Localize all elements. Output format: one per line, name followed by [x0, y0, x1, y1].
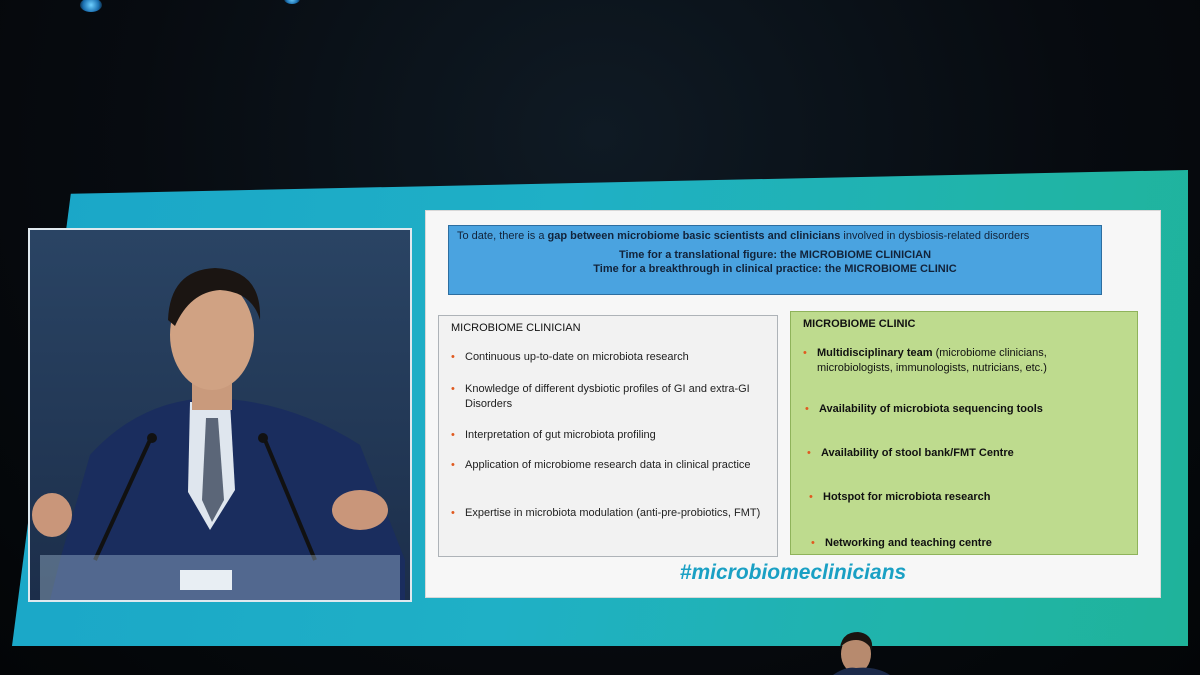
list-item: • Hotspot for microbiota research: [809, 491, 991, 503]
microbiome-clinic-box: [790, 311, 1138, 555]
list-item: • Availability of microbiota sequencing tools: [805, 403, 1043, 415]
list-item: • Interpretation of gut microbiota profiling: [451, 429, 656, 441]
bullet-icon: •: [451, 429, 455, 441]
list-item: • Knowledge of different dysbiotic profiles of GI and extra-GI Disorders: [451, 383, 750, 410]
list-item: • Networking and teaching centre: [811, 537, 992, 549]
microbiome-clinician-title: MICROBIOME CLINICIAN: [451, 322, 581, 334]
bullet-icon: •: [805, 403, 809, 415]
intro-line: [449, 229, 1101, 244]
bullet-icon: •: [451, 383, 455, 395]
list-item: • Availability of stool bank/FMT Centre: [807, 447, 1014, 459]
intro-prefix: To date, there is a: [457, 230, 548, 242]
slide-header-box: [448, 225, 1102, 295]
hashtag: #microbiomeclinicians: [679, 561, 907, 584]
presentation-slide: [425, 210, 1161, 598]
translational-figure-line: [449, 248, 1101, 263]
stage-light-left: [80, 0, 102, 12]
line3-prefix: Time for a breakthrough in clinical practice: the: [593, 263, 845, 275]
bullet-icon: •: [451, 351, 455, 363]
line3-emphasis: MICROBIOME CLINIC: [844, 263, 957, 275]
intro-emphasis: gap between microbiome basic scientists and clinicians: [547, 230, 841, 242]
stage-light-right: [284, 0, 300, 4]
speaker-illustration: [30, 230, 410, 600]
bullet-icon: •: [803, 347, 807, 359]
microbiome-clinic-title: MICROBIOME CLINIC: [803, 318, 916, 330]
speaker-head-silhouette: [828, 628, 898, 675]
bullet-icon: •: [451, 507, 455, 519]
list-item: • Expertise in microbiota modulation (anti-pre-probiotics, FMT): [451, 507, 761, 519]
list-item: • Application of microbiome research data in clinical practice: [451, 459, 751, 471]
speaker-video-feed: [28, 228, 412, 602]
bullet-icon: •: [807, 447, 811, 459]
microbiome-clinician-box: [438, 315, 778, 557]
bullet-icon: •: [811, 537, 815, 549]
line2-emphasis: MICROBIOME CLINICIAN: [799, 249, 932, 261]
bullet-icon: •: [809, 491, 813, 503]
multidisciplinary-team-detail: (microbiome clinicians, microbiologists, immunologists, nutricians, etc.): [817, 347, 1047, 374]
breakthrough-line: [449, 262, 1101, 277]
intro-suffix: involved in dysbiosis-related disorders: [840, 230, 1030, 242]
bullet-icon: •: [451, 459, 455, 471]
multidisciplinary-team-label: Multidisciplinary team: [817, 347, 933, 359]
line2-prefix: Time for a translational figure: the: [618, 249, 800, 261]
list-item: [803, 346, 1133, 376]
list-item: • Continuous up-to-date on microbiota research: [451, 351, 689, 363]
